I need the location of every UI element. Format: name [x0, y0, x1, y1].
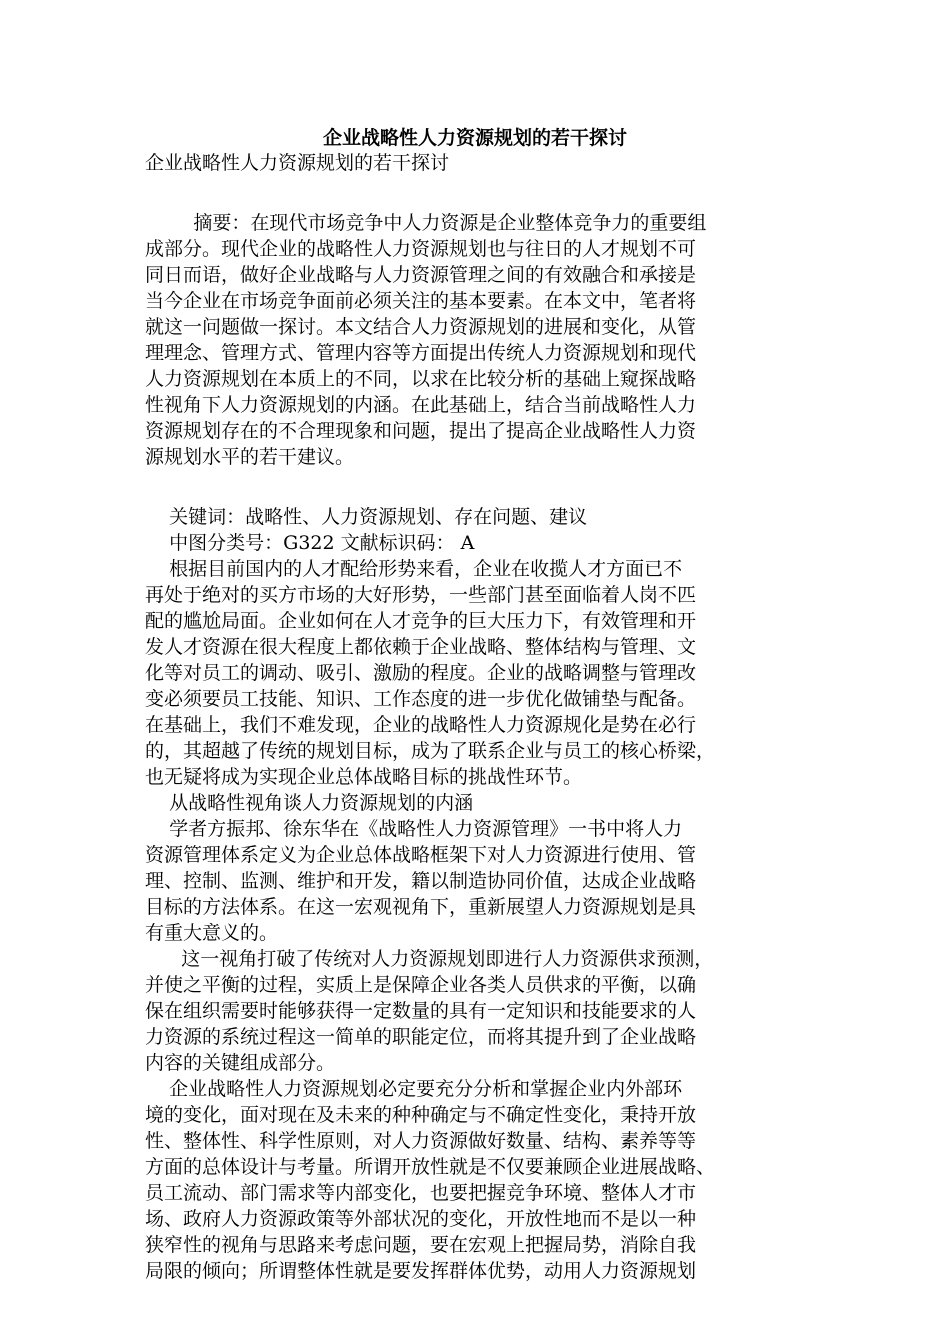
subtitle-line: 企业战略性人力资源规划的若干探讨 [145, 152, 450, 174]
abstract-line: 理理念、管理方式、管理内容等方面提出传统人力资源规划和现代 [145, 342, 697, 364]
paragraph-line: 变必须要员工技能、知识、工作态度的进一步优化做铺垫与配备。 [145, 688, 697, 710]
classification-line: 中图分类号：G322 文献标识码： A [145, 532, 475, 554]
paragraph-line: 根据目前国内的人才配给形势来看，企业在收揽人才方面已不 [145, 558, 683, 580]
abstract-line: 性视角下人力资源规划的内涵。在此基础上，结合当前战略性人力 [145, 394, 697, 416]
paragraph-line: 场、政府人力资源政策等外部状况的变化，开放性地而不是以一种 [145, 1208, 697, 1230]
paragraph-line: 学者方振邦、徐东华在《战略性人力资源管理》一书中将人力 [145, 818, 683, 840]
paragraph-line: 资源管理体系定义为企业总体战略框架下对人力资源进行使用、管 [145, 844, 697, 866]
paragraph-line: 再处于绝对的买方市场的大好形势，一些部门甚至面临着人岗不匹 [145, 584, 697, 606]
abstract-line: 摘要：在现代市场竞争中人力资源是企业整体竞争力的重要组 [145, 212, 707, 234]
abstract-line: 就这一问题做一探讨。本文结合人力资源规划的进展和变化，从管 [145, 316, 697, 338]
paragraph-line: 内容的关键组成部分。 [145, 1052, 336, 1074]
document-title: 企业战略性人力资源规划的若干探讨 [322, 127, 627, 149]
blank-line [145, 470, 810, 504]
abstract-line: 成部分。现代企业的战略性人力资源规划也与往日的人才规划不可 [145, 238, 697, 260]
paragraph-line: 局限的倾向；所谓整体性就是要发挥群体优势，动用人力资源规划 [145, 1260, 697, 1282]
paragraph-line: 员工流动、部门需求等内部变化，也要把握竞争环境、整体人才市 [145, 1182, 697, 1204]
keywords-line: 关键词：战略性、人力资源规划、存在问题、建议 [145, 506, 588, 528]
paragraph-line: 力资源的系统过程这一简单的职能定位，而将其提升到了企业战略 [145, 1026, 697, 1048]
paragraph-line: 企业战略性人力资源规划必定要充分分析和掌握企业内外部环 [145, 1078, 683, 1100]
paragraph-line: 的，其超越了传统的规划目标，成为了联系企业与员工的核心桥梁， [145, 740, 716, 762]
document-body [145, 150, 810, 1284]
paragraph-line: 并使之平衡的过程，实质上是保障企业各类人员供求的平衡，以确 [145, 974, 697, 996]
abstract-line: 人力资源规划在本质上的不同，以求在比较分析的基础上窥探战略 [145, 368, 697, 390]
paragraph-line: 也无疑将成为实现企业总体战略目标的挑战性环节。 [145, 766, 583, 788]
paragraph-line: 境的变化，面对现在及未来的种种确定与不确定性变化，秉持开放 [145, 1104, 697, 1126]
paragraph-line: 理、控制、监测、维护和开发，籍以制造协同价值，达成企业战略 [145, 870, 697, 892]
paragraph-line: 目标的方法体系。在这一宏观视角下，重新展望人力资源规划是具 [145, 896, 697, 918]
section-heading: 从战略性视角谈人力资源规划的内涵 [145, 792, 474, 814]
paragraph-line: 在基础上，我们不难发现，企业的战略性人力资源规化是势在必行 [145, 714, 697, 736]
abstract-line: 源规划水平的若干建议。 [145, 446, 355, 468]
paragraph-line: 化等对员工的调动、吸引、激励的程度。企业的战略调整与管理改 [145, 662, 697, 684]
paragraph-line: 这一视角打破了传统对人力资源规划即进行人力资源供求预测， [145, 948, 714, 970]
paragraph-line: 保在组织需要时能够获得一定数量的具有一定知识和技能要求的人 [145, 1000, 697, 1022]
paragraph-line: 有重大意义的。 [145, 922, 279, 944]
abstract-line: 资源规划存在的不合理现象和问题，提出了提高企业战略性人力资 [145, 420, 697, 442]
abstract-line: 同日而语，做好企业战略与人力资源管理之间的有效融合和承接是 [145, 264, 697, 286]
paragraph-line: 狭窄性的视角与思路来考虑问题，要在宏观上把握局势，消除自我 [145, 1234, 697, 1256]
paragraph-line: 性、整体性、科学性原则，对人力资源做好数量、结构、素养等等 [145, 1130, 697, 1152]
abstract-line: 当今企业在市场竞争面前必须关注的基本要素。在本文中，笔者将 [145, 290, 697, 312]
blank-line [145, 176, 810, 210]
paragraph-line: 方面的总体设计与考量。所谓开放性就是不仅要兼顾企业进展战略、 [145, 1156, 716, 1178]
paragraph-line: 发人才资源在很大程度上都依赖于企业战略、整体结构与管理、文 [145, 636, 697, 658]
paragraph-line: 配的尴尬局面。企业如何在人才竞争的巨大压力下，有效管理和开 [145, 610, 697, 632]
